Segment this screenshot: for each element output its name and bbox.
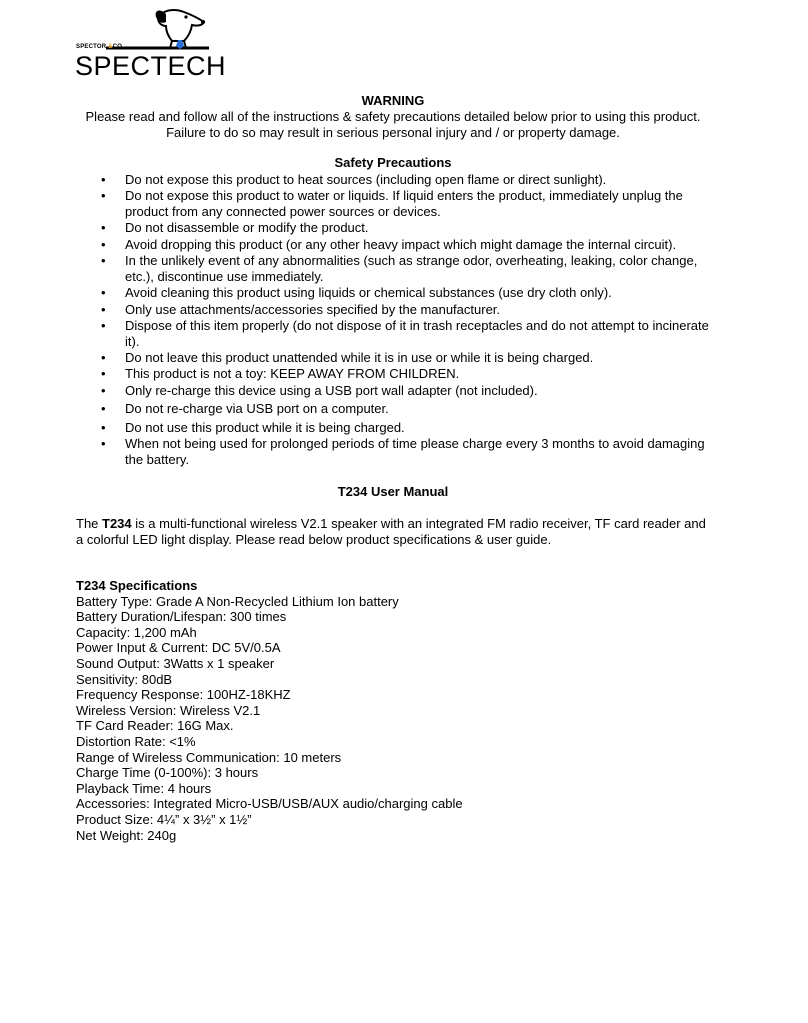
logo-brand-name: SPECTECH bbox=[75, 51, 227, 81]
bullet-icon: • bbox=[101, 285, 106, 301]
bullet-icon: • bbox=[101, 253, 106, 269]
bullet-icon: • bbox=[101, 236, 106, 252]
spec-line: Net Weight: 240g bbox=[76, 827, 177, 843]
specifications-section bbox=[76, 578, 716, 843]
bullet-icon: • bbox=[101, 349, 106, 365]
bullet-icon: • bbox=[101, 188, 106, 204]
precaution-item: • Dispose of this item properly (do not dispose of it in trash receptacles and do not attempt to incinerate it). bbox=[101, 317, 709, 349]
spec-line: Distortion Rate: <1% bbox=[76, 733, 196, 749]
bullet-icon: • bbox=[101, 436, 106, 452]
precaution-item: • Do not use this product while it is being charged. bbox=[101, 419, 405, 435]
spec-line: Frequency Response: 100HZ-18KHZ bbox=[76, 687, 291, 703]
spectech-logo bbox=[74, 4, 227, 82]
precaution-item: • Avoid cleaning this product using liquids or chemical substances (use dry cloth only). bbox=[101, 285, 612, 301]
bullet-icon: • bbox=[101, 401, 106, 417]
spec-line: Sound Output: 3Watts x 1 speaker bbox=[76, 655, 275, 671]
safety-precautions-list bbox=[76, 172, 716, 468]
bullet-icon: • bbox=[101, 366, 106, 382]
warning-body: Please read and follow all of the instructions & safety precautions detailed below prior to using this product. Failure to do so may result in serious personal injury and / or property damage. bbox=[85, 109, 701, 140]
precaution-item: • In the unlikely event of any abnormalities (such as strange odor, overheating, leaking, color change, etc.), discontinue use immediately. bbox=[101, 253, 698, 284]
bullet-icon: • bbox=[101, 301, 106, 317]
spec-line: Battery Type: Grade A Non-Recycled Lithium Ion battery bbox=[76, 593, 399, 609]
precaution-item: • Only use attachments/accessories specified by the manufacturer. bbox=[101, 301, 501, 317]
precaution-item: • Do not re-charge via USB port on a computer. bbox=[101, 401, 389, 417]
user-manual-title: T234 User Manual bbox=[337, 484, 449, 499]
warning-title: WARNING bbox=[361, 93, 425, 108]
precaution-item: • Do not disassemble or modify the product. bbox=[101, 220, 369, 236]
bullet-icon: • bbox=[101, 382, 106, 398]
precaution-item: • Do not leave this product unattended while it is in use or while it is being charged. bbox=[101, 349, 594, 365]
product-intro: The T234 is a multi-functional wireless V2.1 speaker with an integrated FM radio receiver, TF card reader and a colorful LED light display. Please read below product specifications & user guide. bbox=[76, 516, 706, 547]
precaution-item: • This product is not a toy: KEEP AWAY FROM CHILDREN. bbox=[101, 366, 460, 382]
spec-line: Power Input & Current: DC 5V/0.5A bbox=[76, 640, 281, 656]
bullet-icon: • bbox=[101, 317, 106, 333]
specifications-title: T234 Specifications bbox=[76, 578, 198, 593]
precaution-item: • When not being used for prolonged periods of time please charge every 3 months to avoid damaging the battery. bbox=[101, 436, 705, 467]
precaution-item: • Avoid dropping this product (or any other heavy impact which might damage the internal circuit). bbox=[101, 236, 677, 252]
spec-line: Sensitivity: 80dB bbox=[76, 671, 173, 687]
model-name: T234 bbox=[102, 516, 132, 531]
logo-subbrand: SPECTOR &CO bbox=[76, 44, 123, 50]
spec-line: Capacity: 1,200 mAh bbox=[76, 624, 197, 640]
precaution-item: • Do not expose this product to water or liquids. If liquid enters the product, immediately unplug the product from any connected power sources or devices. bbox=[101, 188, 683, 219]
spec-line: Wireless Version: Wireless V2.1 bbox=[76, 702, 261, 718]
bullet-icon: • bbox=[101, 419, 106, 435]
spec-line: Playback Time: 4 hours bbox=[76, 780, 212, 796]
spec-line: Accessories: Integrated Micro-USB/USB/AUX audio/charging cable bbox=[76, 796, 463, 812]
spec-line: Battery Duration/Lifespan: 300 times bbox=[76, 609, 287, 625]
precaution-item: • Only re-charge this device using a USB port wall adapter (not included). bbox=[101, 382, 538, 398]
spec-line: Range of Wireless Communication: 10 meters bbox=[76, 749, 342, 765]
safety-precautions-title: Safety Precautions bbox=[334, 155, 452, 170]
bullet-icon: • bbox=[101, 220, 106, 236]
spec-line: Charge Time (0-100%): 3 hours bbox=[76, 765, 259, 781]
precaution-item: • Do not expose this product to heat sources (including open flame or direct sunlight). bbox=[101, 172, 607, 187]
bullet-icon: • bbox=[101, 172, 106, 187]
spec-line: Product Size: 4¼” x 3½” x 1½” bbox=[76, 811, 252, 827]
spec-line: TF Card Reader: 16G Max. bbox=[76, 718, 234, 734]
